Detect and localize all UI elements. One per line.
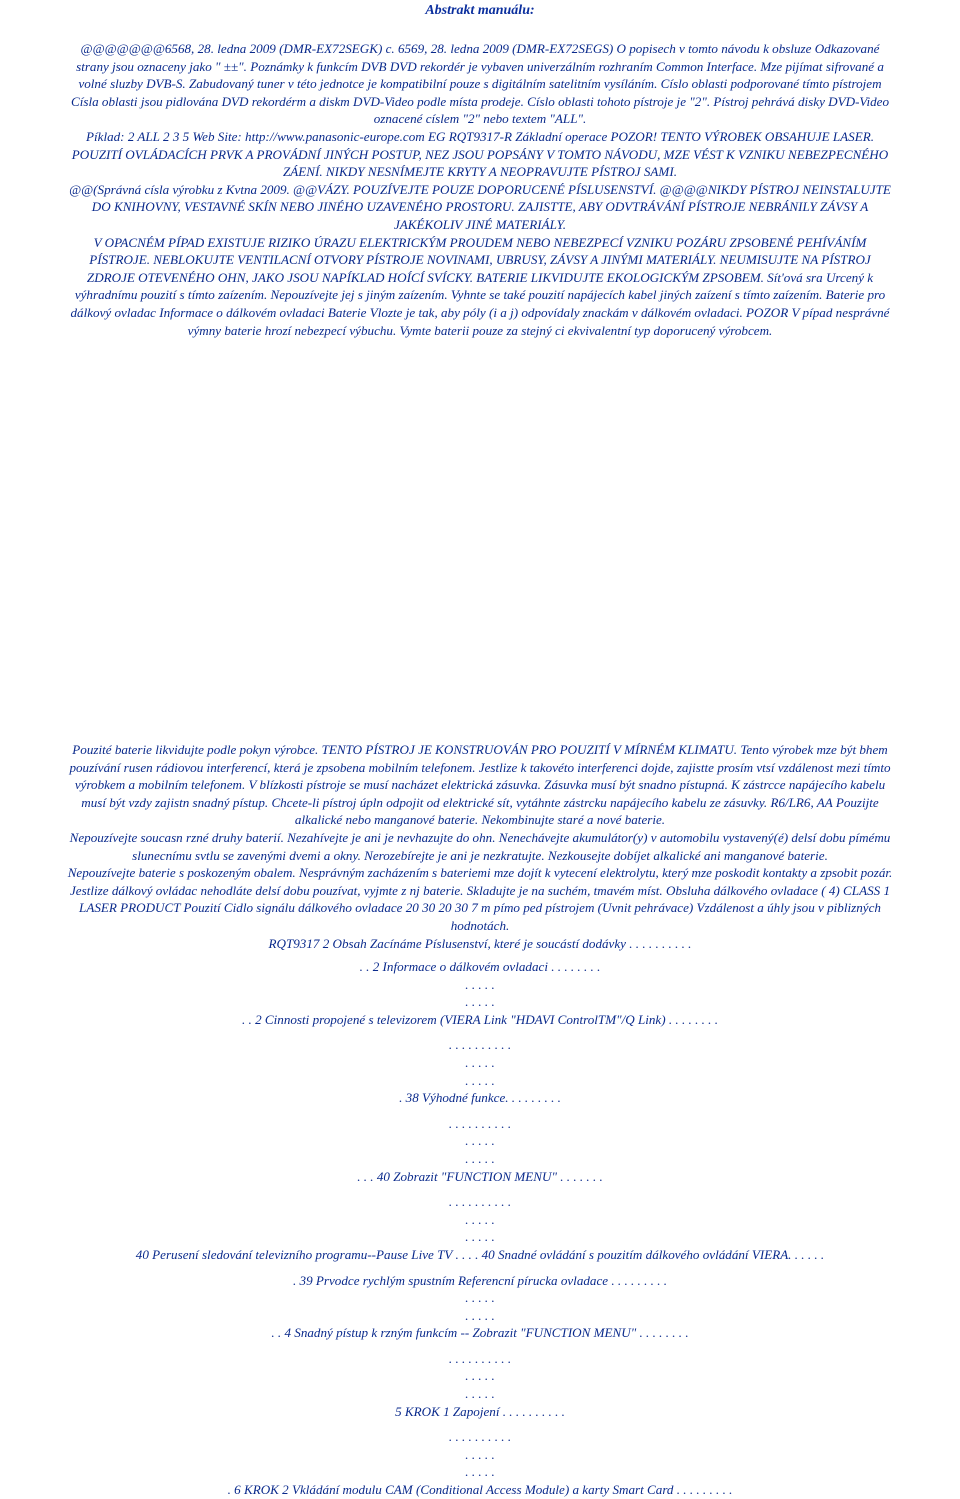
text-line: @@(Správná císla výrobku z Kvtna 2009. @@VÁZY. POUZÍVEJTE POUZE DOPORUCENÉ PÍSLUSENSTVÍ. @@@@NIKDY PÍSTROJ NEINSTALUJTE [69,181,891,197]
toc-line: . . . . . [465,1464,495,1480]
toc-line: . 6 KROK 2 Vkládání modulu CAM (Conditional Access Module) a karty Smart Card . . . . . . . . . [227,1482,733,1498]
toc-line: . . . . . [465,976,495,992]
text-line: pouzívání rusen rádiovou interferencí, která je zpsobena mobilním telefonem. Jestlize k takovéto interferenci dojde, zajistte prosím vtsí vzdálenost mezi tímto [69,759,891,775]
text-line: dálkový ovladac Informace o dálkovém ovladaci Baterie Vlozte je tak, aby póly (i a j) odpovídaly znackám v dálkovém ovladaci. POZOR V pípad nesprávné [70,304,890,320]
toc-line: . . . . . [465,1133,495,1149]
toc-line: . . . . . . . . . . [448,1037,512,1053]
text-line: slunecnímu svtlu se zavenými dvemi a okny. Nerozebírejte je ani je nezkratujte. Nezkousejte dobíjet alkalické ani manganové baterie. [132,847,828,863]
toc-line: . 38 Výhodné funkce. . . . . . . . . [399,1090,561,1106]
toc-line: . . . . . . . . . . [448,1194,512,1210]
toc-line: . . . . . . . . . . [448,1429,512,1445]
toc-line: . . . . . [465,1211,495,1227]
text-line: Pouzité baterie likvidujte podle pokyn výrobce. TENTO PÍSTROJ JE KONSTRUOVÁN PRO POUZITÍ V MÍRNÉM KLIMATU. Tento výrobek mze být bhem [72,742,888,757]
text-line: výrobkem a mobilním telefonem. V blízkosti pístroje se musí nacházet elektrická zásuvka. Zásuvka musí být snadno pístupná. K zástrcce napájecího kabelu [74,777,886,793]
toc-line: 5 KROK 1 Zapojení . . . . . . . . . . [395,1403,565,1419]
toc-spacer [4,1342,956,1350]
toc-spacer [4,1264,956,1272]
text-line: LASER PRODUCT Pouzití Cidlo signálu dálkového ovladace 20 30 20 30 7 m pímo ped pístrojem (Uvnit pehrávace) Vzdálenost a úhly jsou v piblizných [79,900,881,916]
toc-line: . . . . . . . . . . [448,1350,512,1366]
text-line: Nepouzívejte soucasn rzné druhy baterií. Nezahívejte je ani je nevhazujte do ohn. Nenechávejte akumulátor(y) v automobilu vystavený(é) delsí dobu pímému [69,829,891,845]
toc-line: . . . . . [465,1054,495,1070]
toc-line: . . . . . [465,1150,495,1166]
toc-line: . . . . . [465,1229,495,1245]
paragraph-1 [4,40,956,339]
toc-line: . . . . . [465,1446,495,1462]
toc-line: 40 Perusení sledování televizního programu--Pause Live TV . . . . 40 Snadné ovládání s pouzitím dálkového ovládání VIERA. . . . . . [135,1246,825,1262]
text-line: volné sluzby DVB-S. Zabudovaný tuner v této jednotce je kompatibilní pouze s digitálním satelitním vysíláním. Císlo oblasti podporované tímto pístrojem [78,76,882,92]
text-line: Píklad: 2 ALL 2 3 5 Web Site: http://www.panasonic-europe.com EG RQT9317-R Základní operace POZOR! TENTO VÝROBEK OBSAHUJE LASER. [86,128,874,144]
text-line: PÍSTROJE. NEBLOKUJTE VENTILACNÍ OTVORY PÍSTROJE NOVINAMI, UBRUSY, ZÁVSY A JINÝMI MATERIÁLY. NEUMISUJTE NA PÍSTROJ [89,252,871,268]
toc-line: . . . . . [465,1072,495,1088]
toc-line: . . . . . [465,994,495,1010]
text-line: oznacené císlem "2" nebo textem "ALL". [373,111,587,127]
toc-line: . . 2 Informace o dálkovém ovladaci . . . . . . . . [359,959,601,974]
text-line: V OPACNÉM PÍPAD EXISTUJE RIZIKO ÚRAZU ELEKTRICKÝM PROUDEM NEBO NEBEZPECÍ VZNIKU POZÁRU ZPSOBENÉ PEHÍVÁNÍM [93,234,867,250]
document-title: Abstrakt manuálu: [425,3,535,18]
text-line: musí být vzdy zajistn snadný pístup. Chcete-li pístroj úpln odpojit od elektrické sít, vytáhnte zástrcku napájecího kabelu ze zásuvky. R6/LR6, AA Pouzijte [81,794,879,810]
toc-line: . . 2 Cinnosti propojené s televizorem (VIERA Link "HDAVI ControlTM"/Q Link) . . . . . . . . [242,1011,718,1027]
text-line: @@@@@@@6568, 28. ledna 2009 (DMR-EX72SEGK) c. 6569, 28. ledna 2009 (DMR-EX72SEGS) O popisech v tomto návodu k obsluze Odkazované [80,41,880,56]
toc-line: . . . . . [465,1290,495,1306]
text-line: Císla oblasti jsou pidlována DVD rekordérm a diskm DVD-Video podle místa prodeje. Císlo oblasti tohoto pístroje je "2". Pístroj pehrává disky DVD-Video [71,93,889,109]
toc-line: . . . . . [465,1386,495,1402]
table-of-contents [4,958,956,1499]
text-line: hodnotách. [450,917,510,933]
toc-spacer [4,1420,956,1428]
toc-line: . . . . . [465,1368,495,1384]
text-line: ZDROJE OTEVENÉHO OHN, JAKO JSOU NAPÍKLAD HOÍCÍ SVÍCKY. BATERIE LIKVIDUJTE EKOLOGICKÝM ZPSOBEM. Sít'ová sra Urcený k [86,269,874,285]
text-line: Nepouzívejte baterie s poskozeným obalem. Nesprávným zacházením s bateriemi mze dojít k vytecení elektrolytu, který mze poskodit kontakty a zpsobit pozár. [67,865,893,881]
text-line: alkalické nebo manganové baterie. Nekombinujte staré a nové baterie. [294,812,666,828]
text-line: POUZITÍ OVLÁDACÍCH PRVK A PROVÁDNÍ JINÝCH POSTUP, NEZ JSOU POPSÁNY V TOMTO NÁVODU, MZE VÉST K VZNIKU NEBEZPECNÉHO [71,146,889,162]
paragraph-2 [4,741,956,952]
toc-line: . . . 40 Zobrazit "FUNCTION MENU" . . . . . . . [357,1168,603,1184]
text-line: DO KNIHOVNY, VESTAVNÉ SKÍN NEBO JINÉHO UZAVENÉHO PROSTORU. ZAJISTTE, ABY ODVTRÁVÁNÍ PÍSTROJE NEBRÁNILY ZÁVSY A [91,199,869,215]
toc-spacer [4,1107,956,1115]
text-line: RQT9317 2 Obsah Zacínáme Píslusenství, které je soucástí dodávky . . . . . . . . . . [268,935,692,951]
text-line: JAKÉKOLIV JINÉ MATERIÁLY. [393,216,566,232]
toc-spacer [4,1028,956,1036]
toc-line: . . 4 Snadný pístup k rzným funkcím -- Zobrazit "FUNCTION MENU" . . . . . . . . [271,1325,689,1341]
text-line: ZÁENÍ. NIKDY NESNÍMEJTE KRYTY A NEOPRAVUJTE PÍSTROJ SAMI. [283,164,677,180]
text-line: výmny baterie hrozí nebezpecí výbuchu. Vymte baterii pouze za stejný ci ekvivalentní typ doporucený výrobcem. [187,322,773,338]
toc-line: . . . . . [465,1307,495,1323]
toc-line: . 39 Prvodce rychlým spustním Referencní pírucka ovladace . . . . . . . . . [292,1272,668,1288]
text-line: výhradnímu pouzití s tímto zaízením. Nepouzívejte jej s jiným zaízením. Vyhnte se také pouzití napájecích kabel jiných zaízení s tímto zaízením. Baterie pro [74,287,886,303]
text-line: strany jsou oznaceny jako " ±±". Poznámky k funkcím DVB DVD rekordér je vybaven univerzálním rozhraním Common Interface. Mze pijímat sifrované a [76,58,884,74]
toc-spacer [4,1185,956,1193]
text-line: Jestlize dálkový ovládac nehodláte delsí dobu pouzívat, vyjmte z nj baterie. Skladujte je na suchém, tmavém míst. Obsluha dálkového ovladace ( 4) CLASS 1 [70,882,890,898]
toc-line: . . . . . . . . . . [448,1115,512,1131]
